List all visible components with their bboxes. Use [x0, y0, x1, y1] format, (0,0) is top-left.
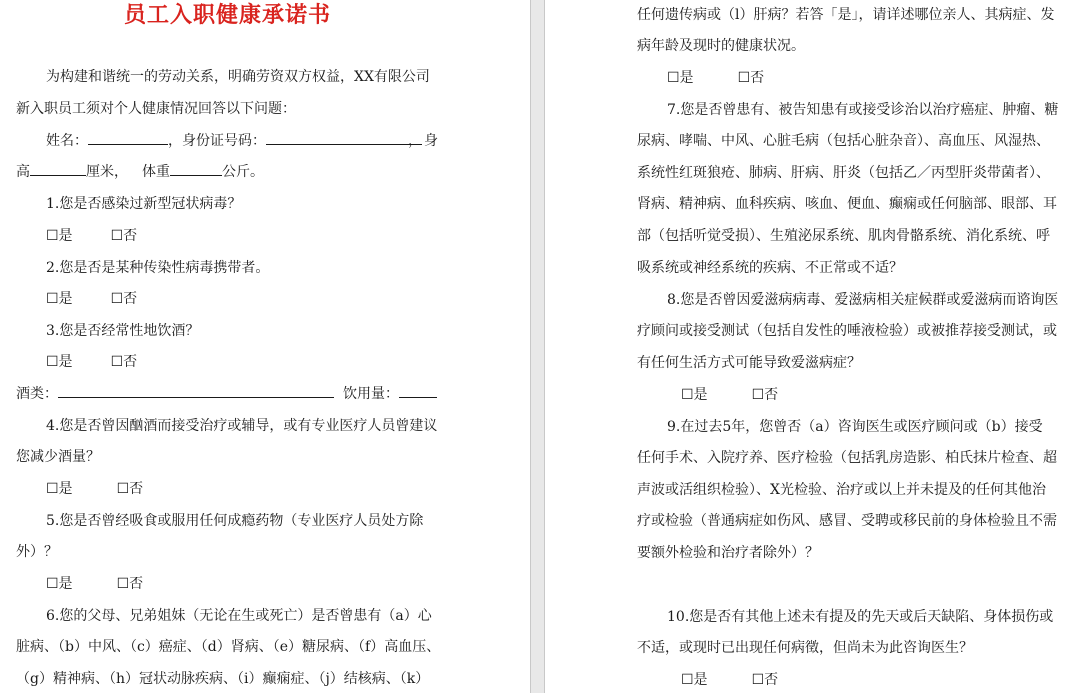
q5-options [46, 574, 143, 594]
q4-options [46, 479, 143, 499]
name-id-comma: ， [408, 133, 422, 149]
question-5-line-1: 5.您是否曾经吸食或服用任何成瘾药物（专业医疗人员处方除 [46, 513, 424, 529]
question-8-line-1: 8.您是否曾因爱滋病病毒、爱滋病相关症候群或爱滋病而谘询医 [667, 292, 1059, 308]
q3-options [46, 352, 137, 372]
cm-unit: 厘米， [86, 164, 128, 180]
intro-line-1: 为构建和谐统一的劳动关系，明确劳资双方权益，XX有限公司 [46, 69, 430, 85]
amount-blank[interactable] [399, 384, 437, 398]
q8-options [681, 385, 778, 405]
q5-no-checkbox[interactable]: ☐否 [116, 576, 144, 592]
question-8-line-2: 疗顾问或接受测试（包括自发性的唾液检验）或被推荐接受测试，或 [637, 323, 1057, 339]
height-blank[interactable] [30, 162, 86, 176]
question-7-line-1: 7.您是否曾患有、被告知患有或接受诊治以治疗癌症、肿瘤、糖 [667, 102, 1059, 118]
document-page-right [544, 0, 1080, 693]
id-number-blank[interactable] [266, 131, 422, 145]
question-2: 2.您是否是某种传染性病毒携带者。 [46, 260, 270, 276]
q6-yes-checkbox[interactable]: ☐是 [667, 70, 694, 86]
document-title: 员工入职健康承诺书 [123, 2, 331, 28]
q1-options [46, 226, 137, 246]
question-3: 3.您是否经常性地饮酒？ [46, 323, 200, 339]
height-char-gao: 高 [16, 164, 30, 180]
kg-unit: 公斤。 [222, 164, 264, 180]
alcohol-type-label: 酒类： [16, 386, 58, 402]
weight-label: 体重 [142, 164, 170, 180]
q4-no-checkbox[interactable]: ☐否 [116, 481, 144, 497]
id-label: ，身份证号码： [168, 133, 266, 149]
name-label: 姓名： [46, 133, 88, 149]
question-7-line-3: 系统性红斑狼疮、肺病、肝病、肝炎（包括乙／丙型肝炎带菌者）、 [637, 165, 1050, 181]
q1-no-checkbox[interactable]: ☐否 [110, 228, 138, 244]
q10-no-checkbox[interactable]: ☐否 [751, 672, 779, 688]
question-7-line-5: 部（包括听觉受损）、生殖泌尿系统、肌肉骨骼系统、消化系统、呼 [637, 228, 1050, 244]
height-weight-line [16, 162, 264, 182]
question-9-line-2: 任何手术、入院疗养、医疗检验（包括乳房造影、柏氏抹片检查、超 [637, 450, 1057, 466]
question-6-line-2: 脏病、（b）中风、（c）癌症、（d）肾病、（e）糖尿病、（f）高血压、 [16, 639, 441, 655]
intro-line-2: 新入职员工须对个人健康情况回答以下问题： [16, 101, 296, 117]
q1-yes-checkbox[interactable]: ☐是 [46, 228, 73, 244]
question-9-line-3: 声波或活组织检验）、X光检验、治疗或以上并未提及的任何其他治 [637, 482, 1046, 498]
q3-yes-checkbox[interactable]: ☐是 [46, 354, 73, 370]
q8-no-checkbox[interactable]: ☐否 [751, 387, 779, 403]
q5-yes-checkbox[interactable]: ☐是 [46, 576, 73, 592]
q4-yes-checkbox[interactable]: ☐是 [46, 481, 73, 497]
question-6-line-4: 任何遗传病或（l）肝病？若答「是」，请详述哪位亲人、其病症、发 [637, 7, 1055, 23]
name-blank[interactable] [88, 131, 168, 145]
weight-blank[interactable] [170, 162, 222, 176]
question-4-line-1: 4.您是否曾因酗酒而接受治疗或辅导，或有专业医疗人员曾建议 [46, 418, 438, 434]
question-5-line-2: 外）？ [16, 544, 58, 560]
question-4-line-2: 您减少酒量？ [16, 449, 100, 465]
q2-yes-checkbox[interactable]: ☐是 [46, 291, 73, 307]
question-7-line-6: 吸系统或神经系统的疾病、不正常或不适？ [637, 260, 903, 276]
question-8-line-3: 有任何生活方式可能导致爱滋病症？ [637, 355, 861, 371]
name-id-line [46, 131, 422, 151]
alcohol-line [16, 384, 334, 404]
q10-options [681, 670, 778, 690]
q6-options [667, 68, 764, 88]
question-7-line-2: 尿病、哮喘、中风、心脏毛病（包括心脏杂音）、高血压、风湿热、 [637, 133, 1050, 149]
question-6-line-1: 6.您的父母、兄弟姐妹（无论在生或死亡）是否曾患有（a）心 [46, 608, 432, 624]
q8-yes-checkbox[interactable]: ☐是 [681, 387, 708, 403]
question-9-line-5: 要额外检验和治疗者除外）？ [637, 545, 819, 561]
question-7-line-4: 肾病、精神病、血科疾病、咳血、便血、癫痫或任何脑部、眼部、耳 [637, 196, 1057, 212]
question-10-line-2: 不适，或现时已出现任何病徵，但尚未为此咨询医生？ [637, 640, 973, 656]
q3-no-checkbox[interactable]: ☐否 [110, 354, 138, 370]
amount-line [343, 384, 437, 404]
q2-options [46, 289, 137, 309]
q6-no-checkbox[interactable]: ☐否 [737, 70, 765, 86]
question-10-line-1: 10.您是否有其他上述未有提及的先天或后天缺陷、身体损伤或 [667, 609, 1054, 625]
height-char-shen: 身 [424, 133, 438, 149]
question-9-line-1: 9.在过去5年，您曾否（a）咨询医生或医疗顾问或（b）接受 [667, 419, 1043, 435]
amount-label: 饮用量： [343, 386, 399, 402]
question-6-line-5: 病年龄及现时的健康状况。 [637, 38, 805, 54]
document-page-left [0, 0, 531, 693]
question-9-line-4: 疗或检验（普通病症如伤风、感冒、受聘或移民前的身体检验且不需 [637, 513, 1057, 529]
alcohol-type-blank[interactable] [58, 384, 334, 398]
q2-no-checkbox[interactable]: ☐否 [110, 291, 138, 307]
q10-yes-checkbox[interactable]: ☐是 [681, 672, 708, 688]
question-1: 1.您是否感染过新型冠状病毒？ [46, 196, 242, 212]
question-6-line-3: （g）精神病、（h）冠状动脉疾病、（i）癫痫症、（j）结核病、（k） [16, 671, 430, 687]
